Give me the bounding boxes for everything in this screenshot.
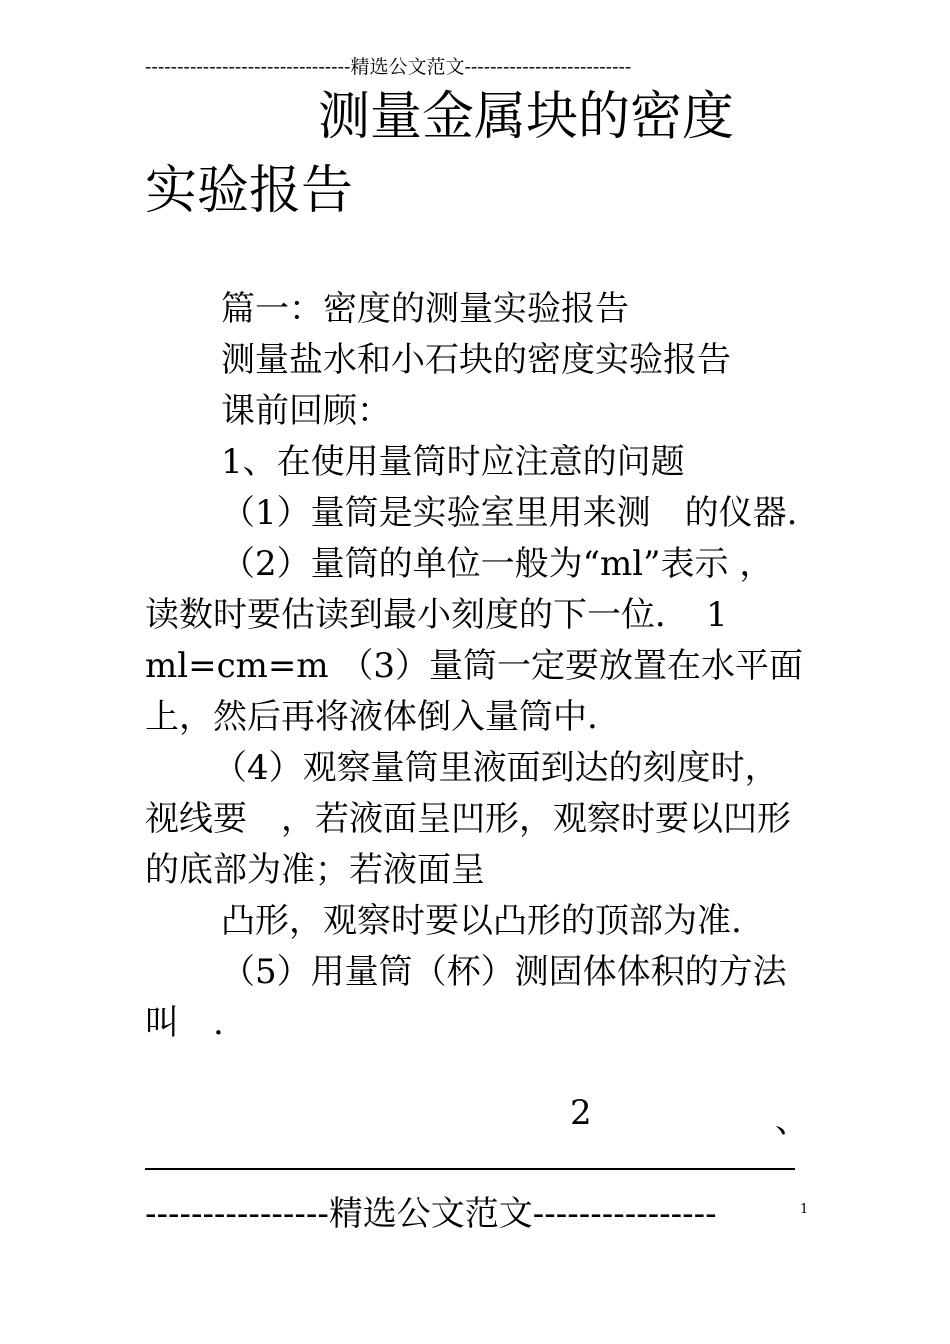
paragraph-4: 1、在使用量筒时应注意的问题 (221, 442, 685, 482)
document-body (145, 284, 805, 1049)
paragraph-5: （1）量筒是实验室里用来测 的仪器. (221, 493, 798, 533)
page-number: 1 (800, 1202, 809, 1217)
document-title-line-1: 测量金属块的密度 (318, 87, 735, 147)
paragraph-9: （5）用量筒（杯）测固体体积的方法叫 . (145, 952, 787, 1043)
paragraph-7: （4）观察量筒里液面到达的刻度时，视线要 ，若液面呈凹形，观察时要以凹形的底部为准；若液面呈 (145, 748, 791, 890)
trailing-number: 2 (570, 1093, 592, 1133)
paragraph-2: 测量盐水和小石块的密度实验报告 (221, 340, 731, 380)
paragraph-8: 凸形，观察时要以凸形的顶部为准. (221, 901, 742, 941)
document-title-line-2: 实验报告 (145, 161, 354, 221)
paragraph-1: 篇一：密度的测量实验报告 (221, 289, 629, 329)
trailing-mark: 、 (775, 1101, 809, 1141)
paragraph-3: 课前回顾： (221, 391, 391, 431)
page-header: --------------------------------精选公文范文-------------------------- (145, 56, 632, 78)
page-footer: ----------------精选公文范文---------------- (145, 1194, 717, 1234)
paragraph-6: （2）量筒的单位一般为“ml”表示 ，读数时要估读到最小刻度的下一位． 1 ml=cm=m （3）量筒一定要放置在水平面上，然后再将液体倒入量筒中. (145, 544, 804, 737)
footer-rule (145, 1168, 795, 1170)
